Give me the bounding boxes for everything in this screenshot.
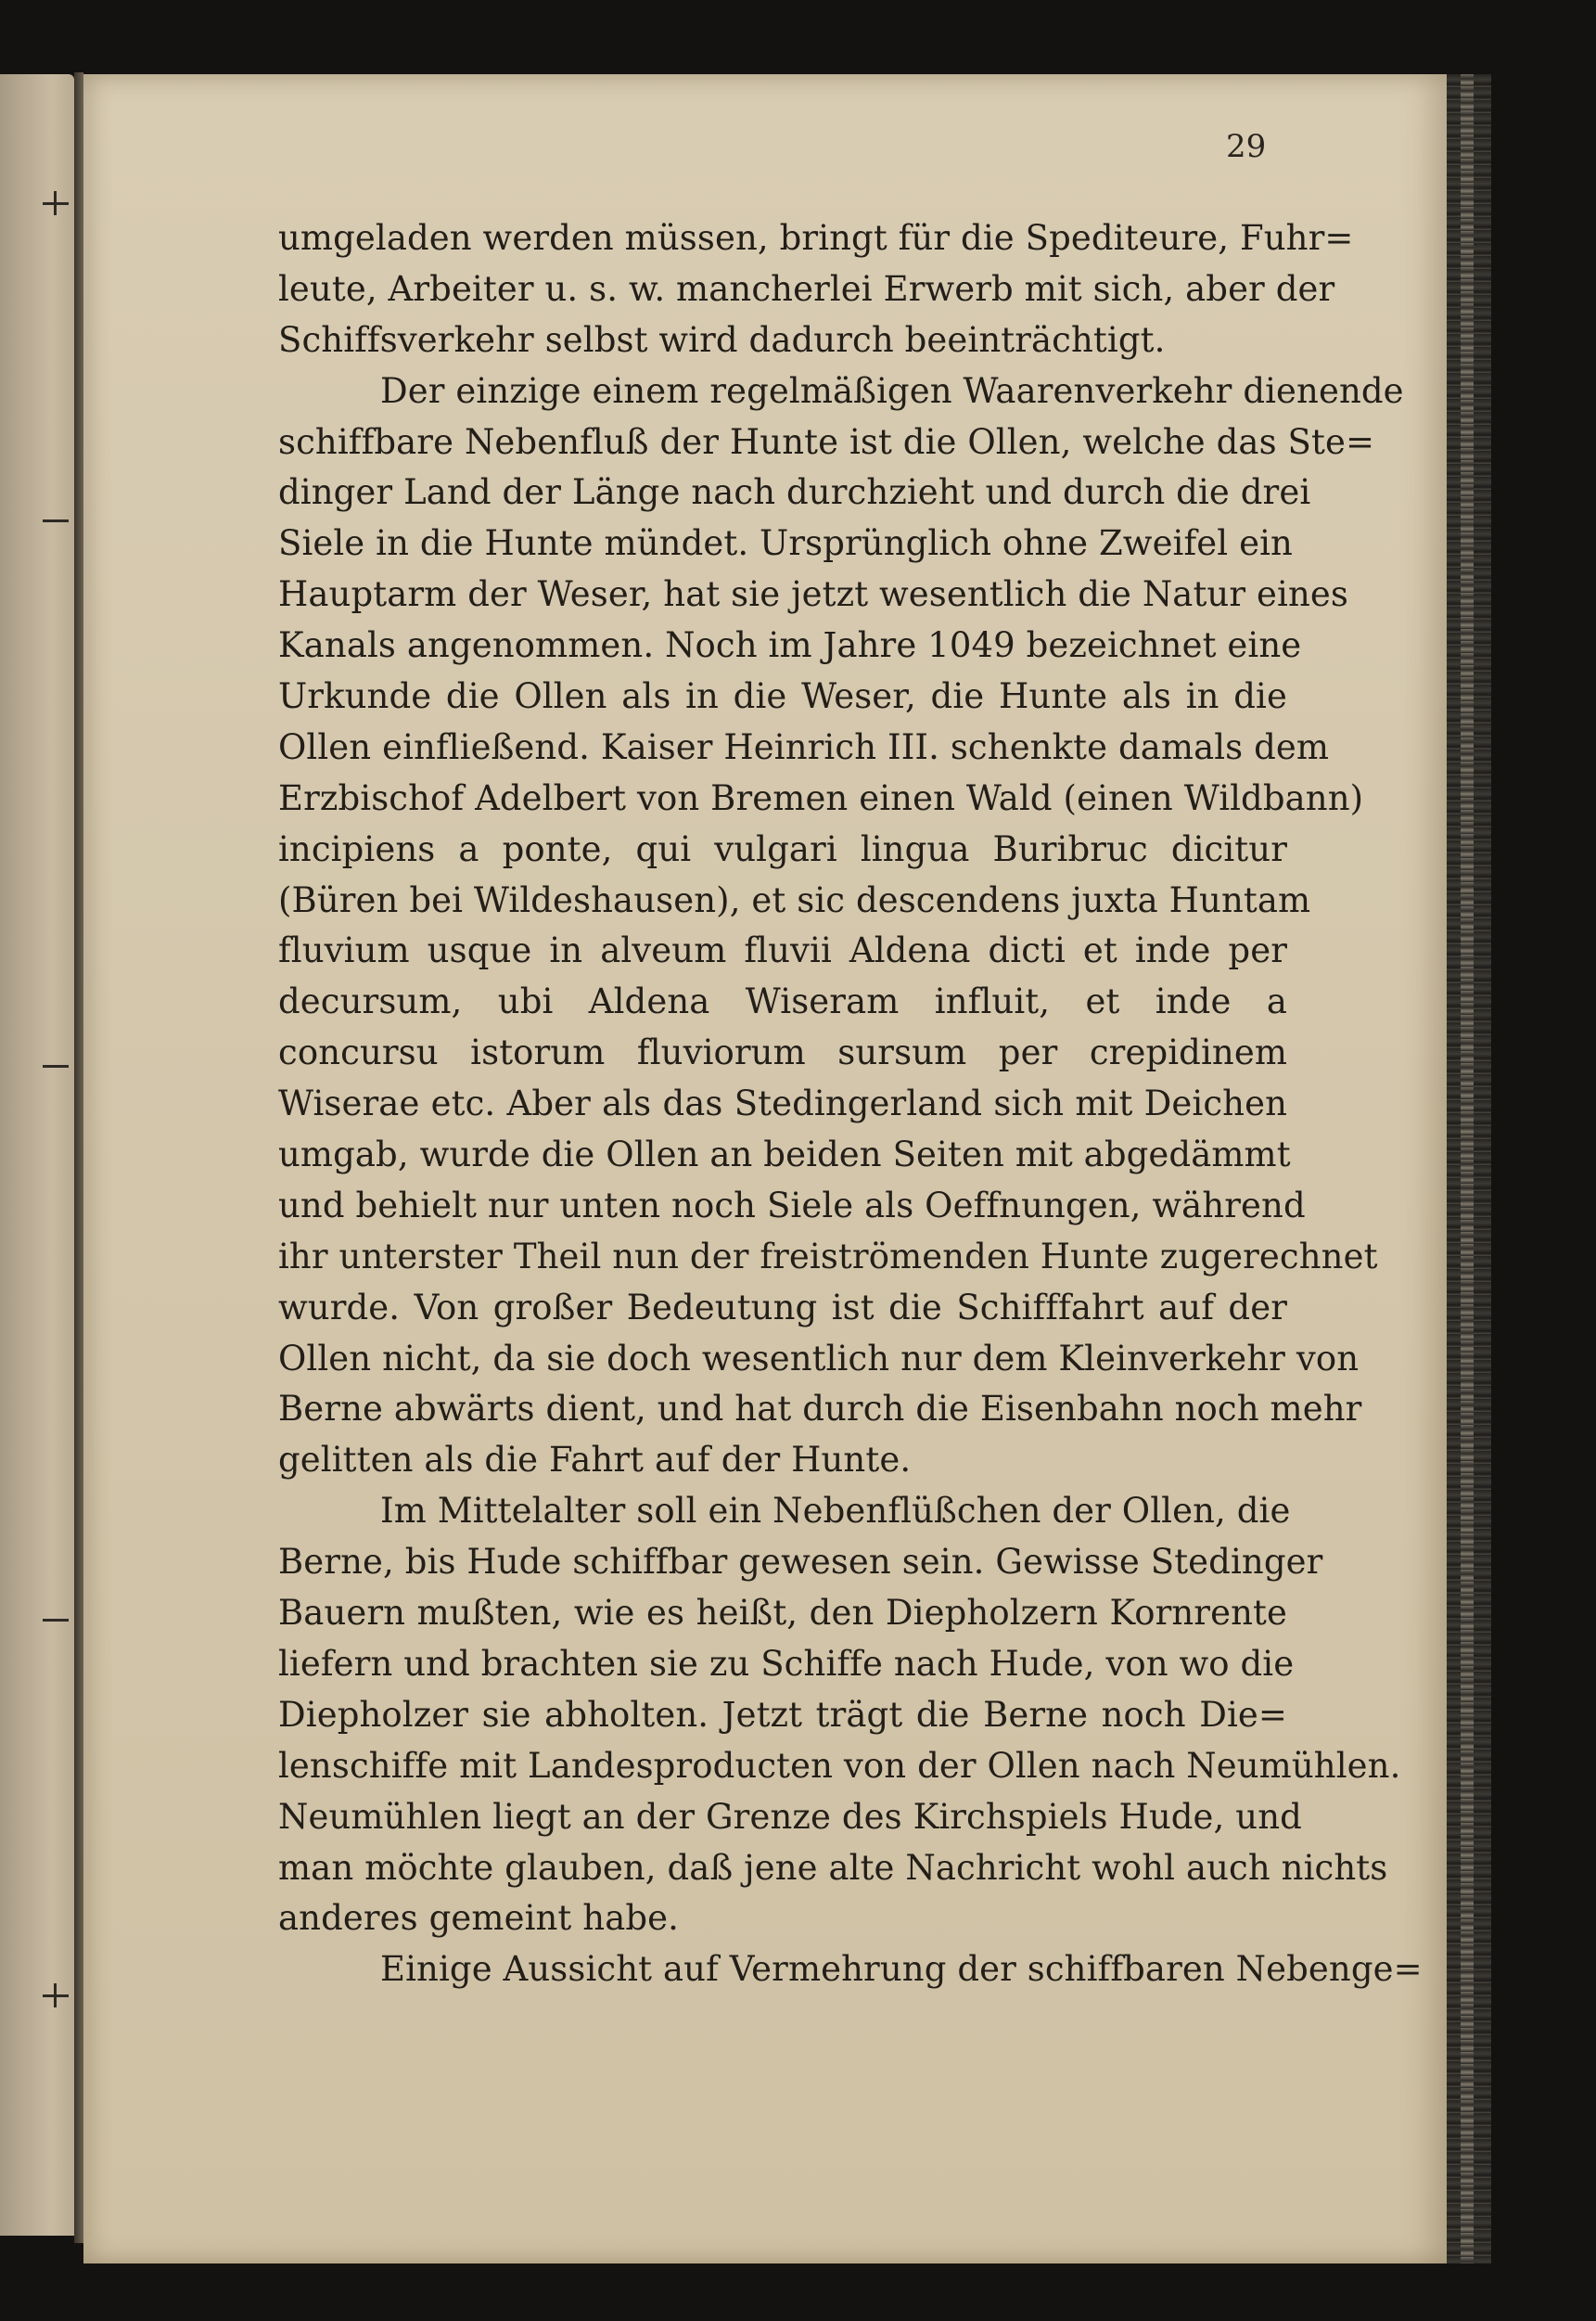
text-line: (Büren bei Wildeshausen), et sic descendens juxta Huntam bbox=[278, 879, 1311, 920]
text-line: Schiffsverkehr selbst wird dadurch beeinträchtigt. bbox=[278, 319, 1166, 360]
text-line: Ollen nicht, da sie doch wesentlich nur dem Kleinverkehr von bbox=[278, 1338, 1360, 1378]
text-line: Einige Aussicht auf Vermehrung der schiffbaren Nebenge= bbox=[380, 1949, 1423, 1990]
text-line: Der einzige einem regelmäßigen Waarenverkehr dienende bbox=[380, 370, 1404, 411]
binding-stitch bbox=[43, 519, 69, 522]
text-line: wurde. Von großer Bedeutung ist die Schifffahrt auf der bbox=[278, 1287, 1287, 1327]
left-page-edge bbox=[0, 74, 74, 2236]
text-line: Siele in die Hunte mündet. Ursprünglich ohne Zweifel ein bbox=[278, 523, 1293, 564]
binding-stitch bbox=[54, 191, 57, 215]
text-line: Diepholzer sie abholten. Jetzt trägt die Berne noch Die= bbox=[278, 1694, 1287, 1735]
text-line: Kanals angenommen. Noch im Jahre 1049 bezeichnet eine bbox=[278, 625, 1302, 666]
spine-binding-strip bbox=[1461, 74, 1474, 2263]
text-line: Wiserae etc. Aber als das Stedingerland sich mit Deichen bbox=[278, 1084, 1287, 1124]
text-line: umgab, wurde die Ollen an beiden Seiten mit abgedämmt bbox=[278, 1135, 1291, 1175]
text-line: Berne abwärts dient, und hat durch die Eisenbahn noch mehr bbox=[278, 1389, 1362, 1430]
text-line: Hauptarm der Weser, hat sie jetzt wesentlich die Natur eines bbox=[278, 574, 1348, 615]
text-line: concursu istorum fluviorum sursum per crepidinem bbox=[278, 1032, 1287, 1073]
binding-stitch bbox=[43, 1065, 69, 1068]
text-line: leute, Arbeiter u. s. w. mancherlei Erwerb mit sich, aber der bbox=[278, 268, 1335, 309]
text-line: Im Mittelalter soll ein Nebenflüßchen der Ollen, die bbox=[380, 1491, 1291, 1532]
text-line: Neumühlen liegt an der Grenze des Kirchspiels Hude, und bbox=[278, 1796, 1302, 1837]
text-line: fluvium usque in alveum fluvii Aldena dicti et inde per bbox=[278, 930, 1287, 971]
binding-stitch bbox=[43, 1619, 69, 1622]
text-line: schiffbare Nebenfluß der Hunte ist die Ollen, welche das Ste= bbox=[278, 421, 1375, 462]
text-line: Urkunde die Ollen als in die Weser, die Hunte als in die bbox=[278, 676, 1287, 717]
text-line: liefern und brachten sie zu Schiffe nach Hude, von wo die bbox=[278, 1643, 1295, 1684]
text-line: dinger Land der Länge nach durchzieht und durch die drei bbox=[278, 472, 1311, 513]
binding-stitch bbox=[54, 1983, 57, 2007]
text-line: und behielt nur unten noch Siele als Oeffnungen, während bbox=[278, 1185, 1306, 1225]
text-line: ihr unterster Theil nun der freiströmenden Hunte zugerechnet bbox=[278, 1236, 1378, 1276]
text-line: man möchte glauben, daß jene alte Nachricht wohl auch nichts bbox=[278, 1847, 1388, 1888]
text-line: gelitten als die Fahrt auf der Hunte. bbox=[278, 1440, 912, 1481]
text-line: Berne, bis Hude schiffbar gewesen sein. Gewisse Stedinger bbox=[278, 1542, 1323, 1583]
body-text bbox=[278, 213, 1423, 1995]
text-line: incipiens a ponte, qui vulgari lingua Buribruc dicitur bbox=[278, 828, 1287, 869]
page-number: 29 bbox=[1226, 128, 1267, 165]
text-line: umgeladen werden müssen, bringt für die Spediteure, Fuhr= bbox=[278, 218, 1354, 258]
text-line: Ollen einfließend. Kaiser Heinrich III. schenkte damals dem bbox=[278, 726, 1330, 767]
text-line: Bauern mußten, wie es heißt, den Diepholzern Kornrente bbox=[278, 1593, 1287, 1634]
text-line: Erzbischof Adelbert von Bremen einen Wald (einen Wildbann) bbox=[278, 777, 1364, 818]
book-gutter bbox=[74, 72, 83, 2243]
text-line: lenschiffe mit Landesproducten von der Ollen nach Neumühlen. bbox=[278, 1745, 1401, 1786]
text-line: anderes gemeint habe. bbox=[278, 1898, 679, 1939]
text-line: decursum, ubi Aldena Wiseram influit, et inde a bbox=[278, 981, 1287, 1022]
